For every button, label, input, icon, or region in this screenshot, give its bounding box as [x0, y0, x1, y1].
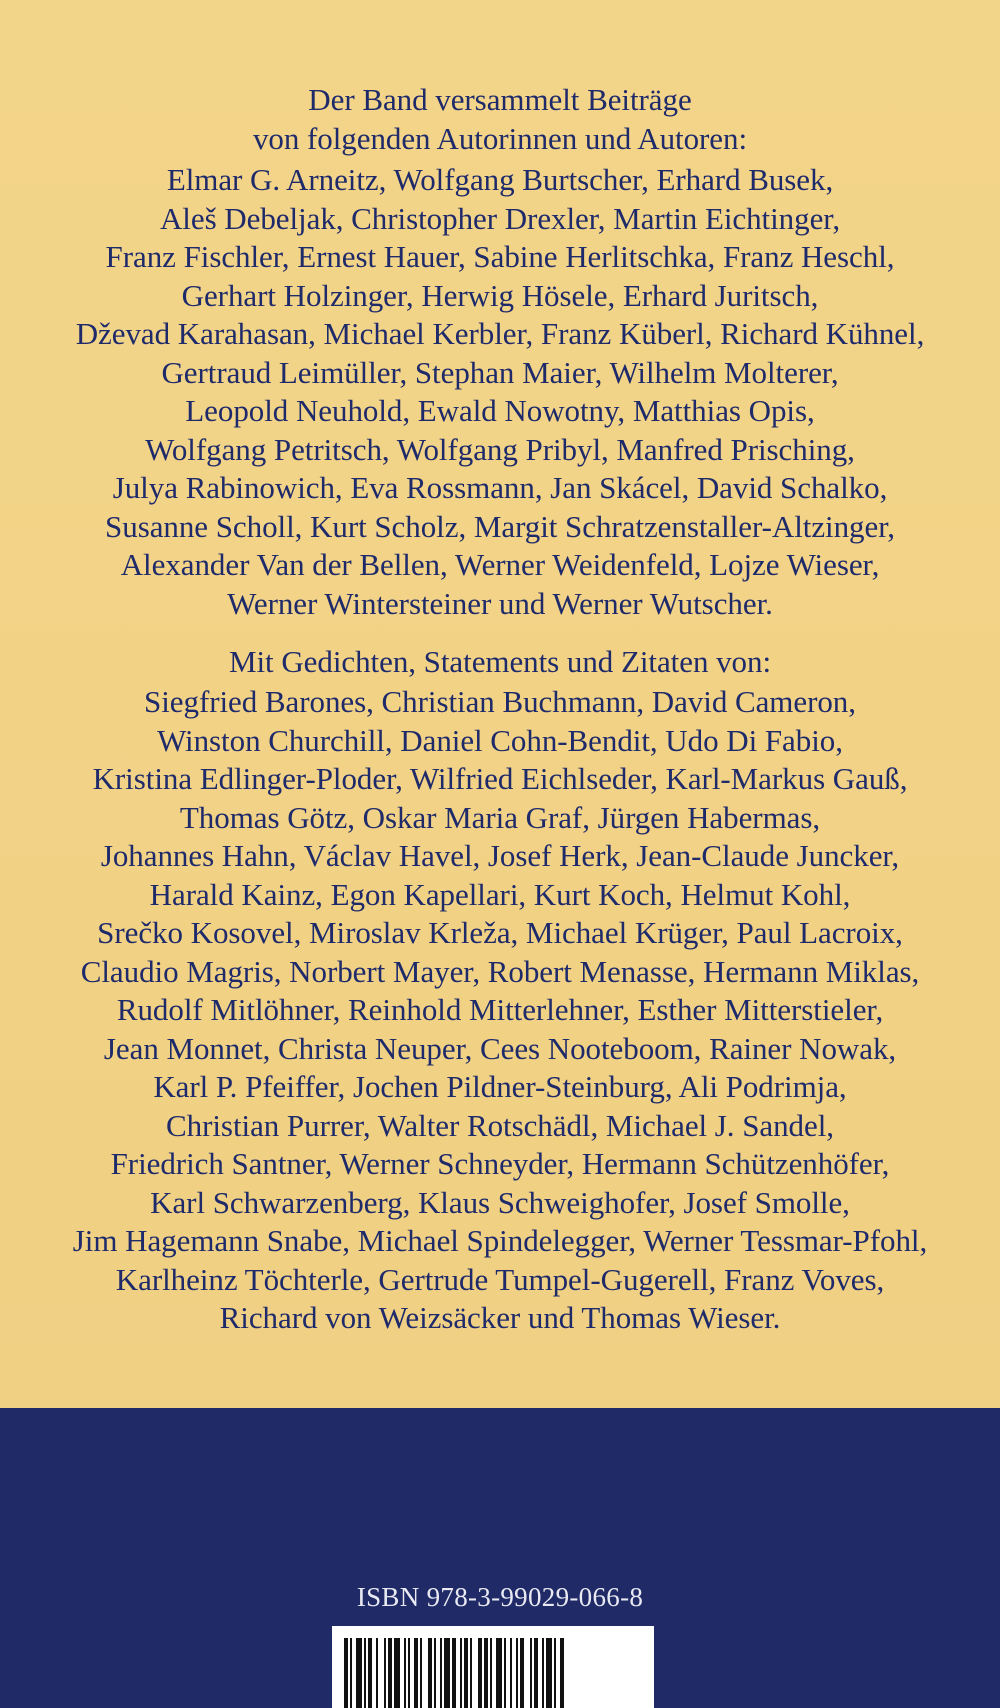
- barcode-bar: [394, 1638, 400, 1708]
- barcode-bar: [464, 1638, 468, 1708]
- quote-source-line: Jean Monnet, Christa Neuper, Cees Nooteboom, Rainer Nowak,: [103, 1030, 897, 1066]
- barcode-bar: [484, 1638, 488, 1708]
- author-line: Alexander Van der Bellen, Werner Weidenfeld, Lojze Wieser,: [120, 547, 880, 582]
- barcode-bar: [520, 1638, 524, 1708]
- barcode-bar: [516, 1638, 518, 1708]
- authors-heading-line-2: von folgenden Autorinnen und Autoren:: [252, 120, 748, 156]
- quote-source-line: Karlheinz Töchterle, Gertrude Tumpel-Gugerell, Franz Voves,: [115, 1261, 885, 1297]
- barcode-bar: [440, 1638, 442, 1708]
- barcode-bar: [510, 1638, 512, 1708]
- quote-source-line: Karl P. Pfeiffer, Jochen Pildner-Steinburg, Ali Podrimja,: [153, 1069, 847, 1104]
- barcode-bar: [530, 1638, 532, 1708]
- author-line: Susanne Scholl, Kurt Scholz, Margit Schratzenstaller-Altzinger,: [105, 508, 895, 544]
- quote-source-line: Karl Schwarzenberg, Klaus Schweighofer, Josef Smolle,: [150, 1184, 850, 1220]
- barcode-bar: [344, 1638, 348, 1708]
- author-line: Elmar G. Arneitz, Wolfgang Burtscher, Erhard Busek,: [166, 162, 834, 197]
- authors-list: [0, 161, 1000, 623]
- barcode-bar: [376, 1638, 378, 1708]
- barcode-bar: [428, 1638, 432, 1708]
- barcode-bar: [420, 1638, 422, 1708]
- barcode-bar: [534, 1638, 538, 1708]
- author-line: Julya Rabinowich, Eva Rossmann, Jan Skácel, David Schalko,: [112, 470, 888, 505]
- barcode-bar: [414, 1638, 418, 1708]
- quote-source-line: Claudio Magris, Norbert Mayer, Robert Menasse, Hermann Miklas,: [80, 953, 920, 989]
- barcode-bar: [460, 1638, 462, 1708]
- barcode-bar: [546, 1638, 552, 1708]
- barcode-bar: [434, 1638, 436, 1708]
- quotes-list: [0, 683, 1000, 1338]
- author-line: Werner Wintersteiner und Werner Wutscher.: [227, 585, 773, 621]
- author-line: Wolfgang Petritsch, Wolfgang Pribyl, Manfred Prisching,: [145, 431, 855, 467]
- authors-heading: [0, 81, 1000, 158]
- barcode-bar: [350, 1638, 352, 1708]
- quote-source-line: Johannes Hahn, Václav Havel, Josef Herk, Jean-Claude Juncker,: [100, 838, 900, 873]
- barcode: [332, 1626, 654, 1708]
- author-line: Leopold Neuhold, Ewald Nowotny, Matthias Opis,: [185, 393, 815, 428]
- barcode-bar: [478, 1638, 482, 1708]
- barcode-bar: [356, 1638, 362, 1708]
- quote-source-line: Harald Kainz, Egon Kapellari, Kurt Koch, Helmut Kohl,: [149, 876, 851, 912]
- barcode-bar: [444, 1638, 450, 1708]
- isbn-label: ISBN 978-3-99029-066-8: [356, 1582, 644, 1612]
- author-line: Dževad Karahasan, Michael Kerbler, Franz Küberl, Richard Kühnel,: [75, 316, 925, 351]
- barcode-bar: [504, 1638, 506, 1708]
- quote-source-line: Friedrich Santner, Werner Schneyder, Hermann Schützenhöfer,: [110, 1146, 890, 1181]
- author-line: Gertraud Leimüller, Stephan Maier, Wilhelm Molterer,: [161, 354, 839, 390]
- author-line: Franz Fischler, Ernest Hauer, Sabine Herlitschka, Franz Heschl,: [105, 239, 895, 274]
- barcode-bar: [496, 1638, 502, 1708]
- barcode-bar: [364, 1638, 366, 1708]
- quote-source-line: Jim Hagemann Snabe, Michael Spindelegger, Werner Tessmar-Pfohl,: [72, 1223, 928, 1258]
- quote-source-line: Winston Churchill, Daniel Cohn-Bendit, Udo Di Fabio,: [157, 722, 843, 758]
- barcode-bar: [490, 1638, 492, 1708]
- quote-source-line: Srečko Kosovel, Miroslav Krleža, Michael Krüger, Paul Lacroix,: [97, 915, 903, 950]
- barcode-bar: [404, 1638, 406, 1708]
- quote-source-line: Rudolf Mitlöhner, Reinhold Mitterlehner, Esther Mitterstieler,: [116, 992, 884, 1027]
- quote-source-line: Siegfried Barones, Christian Buchmann, David Cameron,: [144, 684, 856, 719]
- quote-source-line: Kristina Edlinger-Ploder, Wilfried Eichlseder, Karl-Markus Gauß,: [92, 761, 908, 796]
- authors-heading-line-1: Der Band versammelt Beiträge: [308, 82, 692, 117]
- author-line: Aleš Debeljak, Christopher Drexler, Martin Eichtinger,: [159, 200, 841, 236]
- barcode-bar: [452, 1638, 456, 1708]
- barcode-bar: [388, 1638, 392, 1708]
- barcode-bar: [554, 1638, 556, 1708]
- author-line: Gerhart Holzinger, Herwig Hösele, Erhard Juritsch,: [181, 277, 819, 313]
- barcode-bar: [384, 1638, 386, 1708]
- barcode-bar: [542, 1638, 544, 1708]
- quotes-heading-line: Mit Gedichten, Statements und Zitaten von:: [228, 644, 772, 679]
- barcode-bar: [368, 1638, 372, 1708]
- quote-source-line: Richard von Weizsäcker und Thomas Wieser.: [219, 1300, 781, 1335]
- barcode-bar: [560, 1638, 564, 1708]
- barcode-bar: [408, 1638, 410, 1708]
- barcode-bars-icon: [332, 1626, 654, 1708]
- quote-source-line: Thomas Götz, Oskar Maria Graf, Jürgen Habermas,: [179, 799, 821, 835]
- quotes-heading: [0, 643, 1000, 682]
- barcode-bar: [470, 1638, 472, 1708]
- quote-source-line: Christian Purrer, Walter Rotschädl, Michael J. Sandel,: [166, 1107, 834, 1143]
